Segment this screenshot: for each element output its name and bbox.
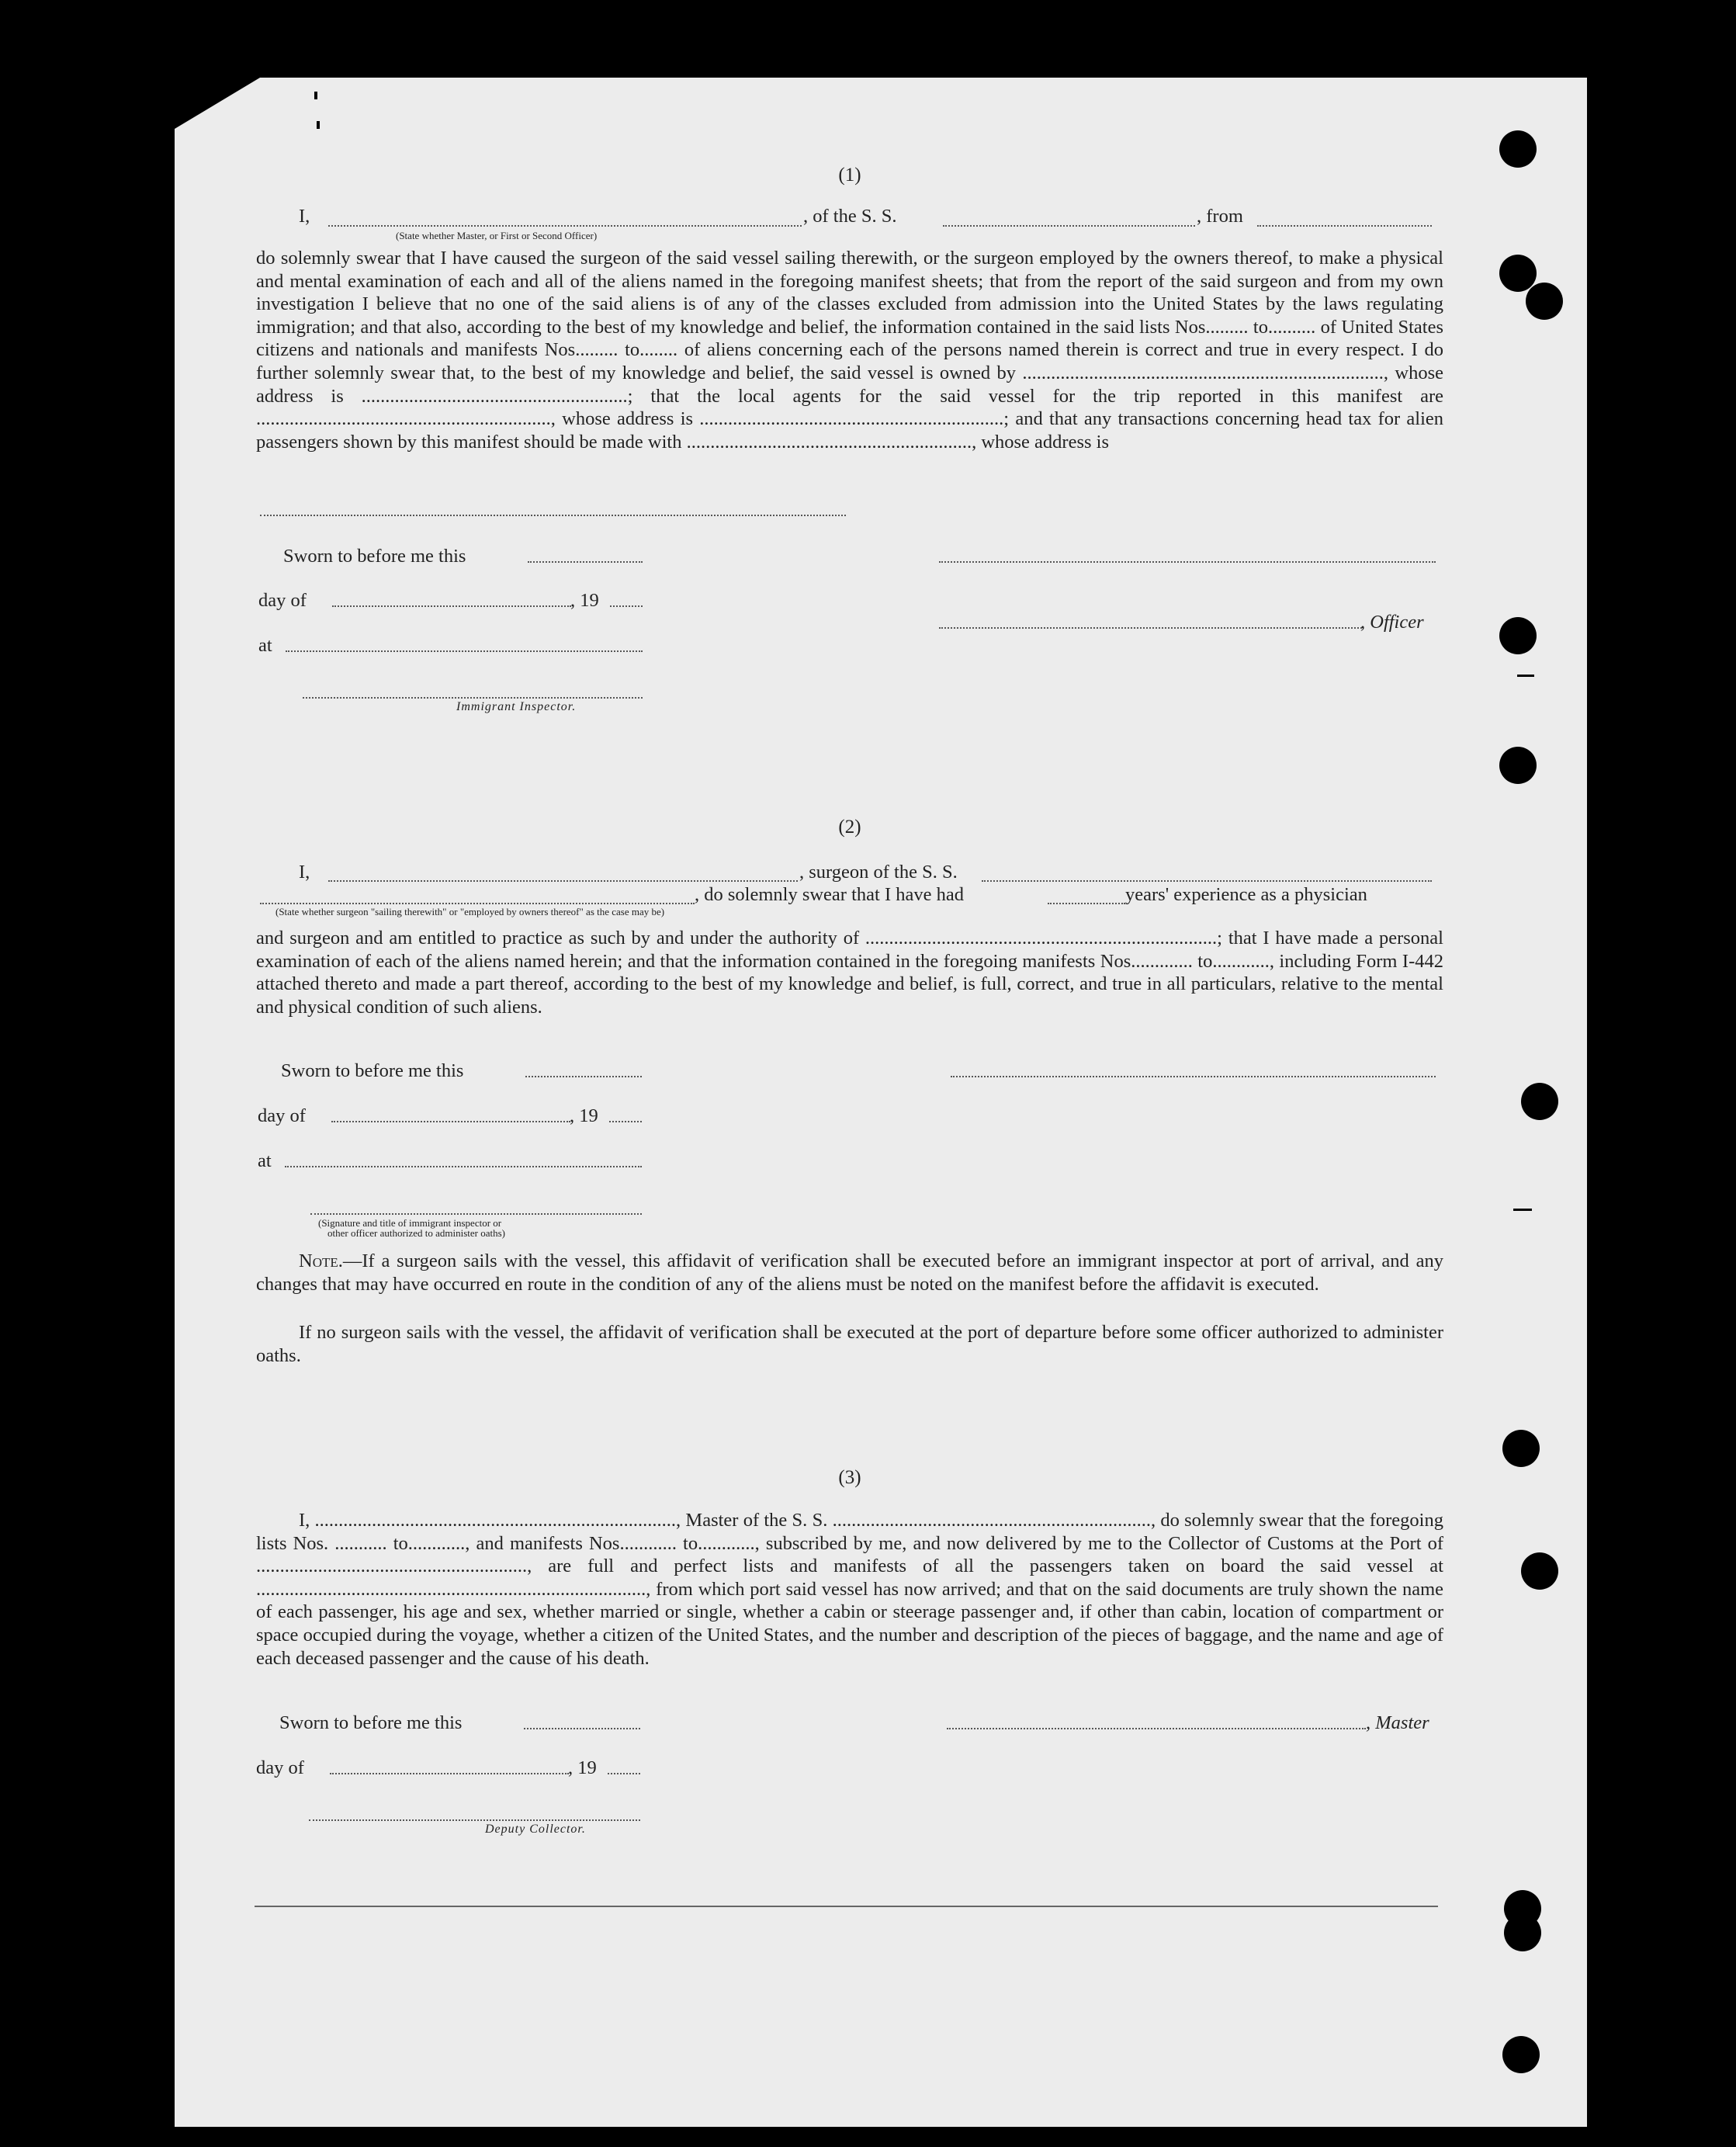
year-field[interactable] [609,1121,642,1122]
inspector-signature-line[interactable] [303,697,643,699]
day-field[interactable] [330,1773,569,1774]
rank-note: (State whether Master, or First or Second Officer) [396,230,598,241]
official-signature-line[interactable] [310,1213,642,1215]
officer-title: , Officer [1360,612,1424,633]
address-line[interactable] [260,515,846,516]
surgeon-status-field[interactable] [260,903,695,904]
section-number: (2) [838,817,861,838]
signature-note-1: (Signature and title of immigrant inspector or [318,1217,502,1229]
margin-mark [317,121,320,129]
day-field[interactable] [331,1121,570,1122]
sworn-label: Sworn to before me this [283,546,466,567]
margin-mark [314,92,317,99]
day-label: day of [258,1105,306,1126]
binder-hole [1521,1552,1558,1590]
year-label: , 19 [570,590,599,611]
year-label: , 19 [568,1757,597,1778]
experience-years-field[interactable] [1048,903,1125,904]
affidavit-surgeon [256,815,1443,1374]
master-title: , Master [1366,1712,1429,1733]
year-field[interactable] [610,605,643,607]
oath-body: do solemnly swear that I have caused the surgeon of the said vessel sailing therewith, or the surgeon employed by the owners thereof, to make a physical and mental examination of each and all of the aliens named in the foregoing manifest sheets; that from the report of the said surgeon and from my own investigation I believe that no one of the said aliens is of any of the classes excluded from admission into the United States by the laws regulating immigration; and that also, according to the best of my knowledge and belief, the information contained in the said lists Nos......... to.......... of United States citizens and nationals and manifests Nos......... to........ of aliens concerning each of the persons named therein is correct and true in every respect. I do further solemnly swear that, to the best of my knowledge and belief, the said vessel is owned by ............................................................................, whose address is ........................................................; that the local agents for the said vessel for the trip reported in this manifest are .............................................................., whose address is ................................................................; and that any transactions concerning head tax for alien passengers shown by this manifest should be made with ............................................................, whose address is [256,248,1443,453]
collector-title: Deputy Collector. [485,1823,586,1836]
surgeon-name-field[interactable] [328,880,798,882]
binder-hole [1499,617,1537,654]
departure-port-field[interactable] [1257,225,1432,227]
place-field[interactable] [286,650,643,652]
ship-label: , of the S. S. [803,206,897,227]
place-field[interactable] [285,1166,642,1167]
note-paragraph-2: If no surgeon sails with the vessel, the affidavit of verification shall be executed at the port of departure before some officer authorized to administer oaths. [256,1322,1443,1366]
officer-name-line[interactable] [939,561,1436,563]
affidavit-master [256,1465,1443,1854]
surgeon-signature-line[interactable] [951,1076,1436,1077]
sworn-label: Sworn to before me this [281,1060,464,1081]
bottom-rule [255,1906,1438,1907]
officer-signature-line[interactable] [939,627,1362,629]
binder-hole [1502,1430,1540,1467]
year-field[interactable] [608,1773,640,1774]
signature-note-2: other officer authorized to administer oaths) [327,1227,505,1239]
from-label: , from [1197,206,1243,227]
oath-intro: I, [299,206,310,227]
experience-label: years' experience as a physician [1125,884,1367,905]
note-paragraph [256,1250,1443,1295]
surgeon-ship-label: , surgeon of the S. S. [799,862,958,883]
binder-hole [1499,255,1537,292]
inspector-title: Immigrant Inspector. [456,700,577,713]
surgeon-status-note: (State whether surgeon "sailing therewith" or "employed by owners thereof" as the case may be) [275,906,665,917]
binder-hole [1499,747,1537,784]
sworn-date-field[interactable] [525,1076,642,1077]
surgeon-body: and surgeon and am entitled to practice as such by and under the authority of ..........................................................................; that I have made a personal examination of each of the aliens named herein; and that the information contained in the foregoing manifests Nos............. to............, including Form I-442 attached thereto and made a part thereof, according to the best of my knowledge and belief, is full, correct, and true in all particulars, relative to the mental and physical condition of such aliens. [256,928,1443,1018]
ship-name-field[interactable] [982,880,1432,882]
master-signature-line[interactable] [947,1728,1366,1729]
sworn-date-field[interactable] [528,561,643,563]
sworn-label: Sworn to before me this [279,1712,463,1733]
at-label: at [258,1150,272,1171]
note-label: Note. [299,1250,343,1271]
note-text: —If a surgeon sails with the vessel, this affidavit of verification shall be executed before an immigrant inspector at port of arrival, and any changes that may have occurred en route in the condition of any of the aliens must be noted on the manifest before the affidavit is executed. [256,1250,1443,1295]
binder-hole [1526,283,1563,320]
binder-hole [1502,2036,1540,2073]
margin-mark [1517,675,1534,677]
surgeon-swear-label: , do solemnly swear that I have had [695,884,964,905]
day-field[interactable] [332,605,571,607]
collector-signature-line[interactable] [309,1819,640,1821]
day-label: day of [256,1757,304,1778]
margin-mark [1513,1209,1532,1211]
section-number: (1) [838,165,861,186]
master-body: I, ............................................................................, Master of the S. S. ..................................................................., do solemnly swear that the foregoing lists Nos. ........... to............, and manifests Nos............ to............, subscribed by me, and now delivered by me to the Collector of Customs at the Port of ........................................................., are full and perfect lists and manifests of all the passengers taken on board the said vessel at .................................................................................., from which port said vessel has now arrived; and that on the said documents are truly shown the name of each passenger, his age and sex, whether married or single, whether a cabin or steerage passenger and, if other than cabin, location of compartment or space occupied during the voyage, whether a citizen of the United States, and the number and description of the pieces of baggage, and the name and age of each deceased passenger and the cause of his death. [256,1510,1443,1669]
year-label: , 19 [570,1105,598,1126]
sworn-date-field[interactable] [524,1728,640,1729]
section-number: (3) [838,1467,861,1488]
binder-hole [1504,1914,1541,1951]
affidavit-officer [256,163,1443,722]
officer-rank-field[interactable] [328,225,802,227]
binder-hole [1499,130,1537,168]
day-label: day of [258,590,307,611]
at-label: at [258,635,272,656]
binder-hole [1521,1083,1558,1120]
ship-name-field[interactable] [943,225,1195,227]
oath-intro: I, [299,862,310,883]
